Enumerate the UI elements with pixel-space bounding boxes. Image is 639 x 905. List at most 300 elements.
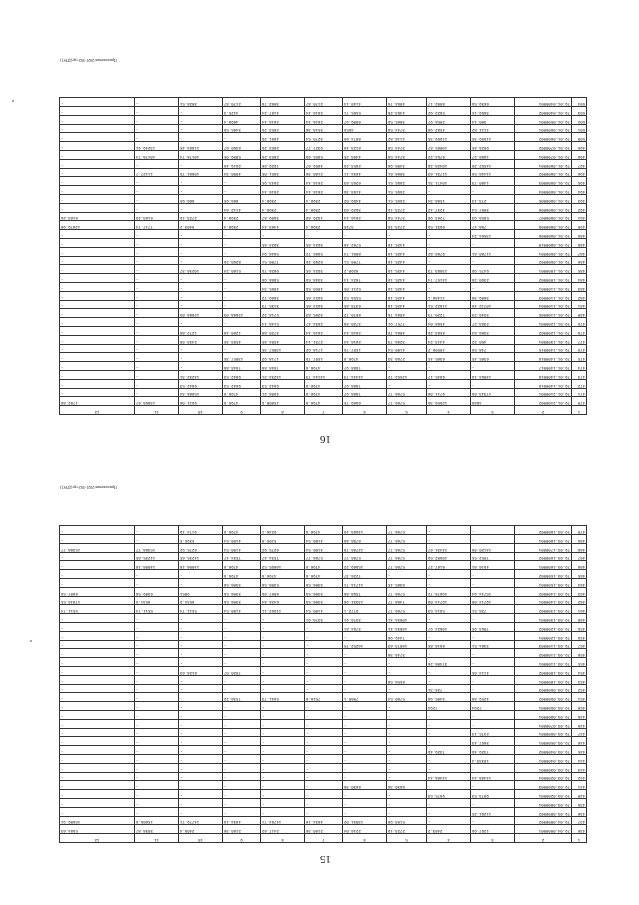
- value-cell: 15744.94: [471, 587, 515, 596]
- value-cell: 5718.22: [261, 309, 305, 318]
- value-cell: 9628.85: [471, 142, 515, 151]
- value-cell: –: [471, 239, 515, 248]
- value-cell: 6365.45: [387, 579, 427, 588]
- value-cell: 1929.66: [305, 212, 343, 221]
- value-cell: –: [179, 300, 223, 309]
- value-cell: –: [179, 177, 223, 186]
- value-cell: –: [60, 772, 135, 781]
- value-cell: 13883.73: [427, 265, 471, 274]
- value-cell: 8061.74: [343, 247, 387, 256]
- value-cell: 4084.78: [387, 327, 427, 336]
- value-cell: 7534.47: [261, 552, 305, 561]
- table-row: [60, 684, 587, 693]
- value-cell: –: [343, 799, 387, 808]
- value-cell: –: [471, 614, 515, 623]
- value-cell: 1297.99: [471, 825, 515, 834]
- row-number-cell: 503: [572, 107, 587, 116]
- code-cell: 79-03-0900001: [515, 702, 572, 711]
- value-cell: –: [223, 133, 261, 142]
- code-cell: 79-04-0000002: [515, 816, 572, 825]
- value-cell: 5814.53: [427, 605, 471, 614]
- value-cell: 1718.92: [305, 344, 343, 353]
- value-cell: 7757.91: [387, 318, 427, 327]
- value-cell: –: [60, 353, 135, 362]
- value-cell: 5306.58: [261, 579, 305, 588]
- value-cell: –: [135, 362, 179, 371]
- value-cell: 3376.91: [343, 614, 387, 623]
- value-cell: –: [135, 133, 179, 142]
- value-cell: 14094.19: [471, 371, 515, 380]
- value-cell: 3720.88: [343, 318, 387, 327]
- value-cell: 8070.72: [343, 309, 387, 318]
- value-cell: 4425.18: [387, 300, 427, 309]
- value-cell: 14008.16: [179, 561, 223, 570]
- row-number-cell: 447: [572, 728, 587, 737]
- value-cell: 4634.11: [343, 168, 387, 177]
- value-cell: 13031.02: [343, 816, 387, 825]
- column-number: 9: [223, 406, 261, 415]
- value-cell: 4163.39: [343, 186, 387, 195]
- value-cell: –: [60, 283, 135, 292]
- value-cell: –: [135, 327, 179, 336]
- value-cell: –: [60, 362, 135, 371]
- value-cell: 3306.58: [305, 596, 343, 605]
- table-row: [60, 825, 587, 834]
- value-cell: 7226.37: [343, 570, 387, 579]
- value-cell: 14235.65: [135, 552, 179, 561]
- code-cell: 79-03-0000002: [515, 807, 572, 816]
- value-cell: 8290.29: [305, 256, 343, 265]
- value-cell: 4463.44: [261, 221, 305, 230]
- table-row: [60, 151, 587, 160]
- value-cell: –: [387, 772, 427, 781]
- value-cell: 726.31: [427, 684, 471, 693]
- value-cell: –: [427, 379, 471, 388]
- row-number-cell: 463: [572, 587, 587, 596]
- table-row: [60, 107, 587, 116]
- value-cell: –: [60, 737, 135, 746]
- value-cell: –: [261, 772, 305, 781]
- code-cell: 79-01-0400002: [515, 107, 572, 116]
- table-header-row: [60, 406, 587, 415]
- row-number-cell: 477: [572, 335, 587, 344]
- value-cell: –: [135, 335, 179, 344]
- table-row: [60, 781, 587, 790]
- value-cell: –: [471, 711, 515, 720]
- value-cell: –: [427, 816, 471, 825]
- value-cell: –: [179, 807, 223, 816]
- value-cell: 7488.77: [387, 596, 427, 605]
- value-cell: –: [179, 719, 223, 728]
- value-cell: –: [427, 763, 471, 772]
- value-cell: 8830.36: [343, 781, 387, 790]
- value-cell: –: [135, 799, 179, 808]
- value-cell: –: [179, 318, 223, 327]
- value-cell: 1718.92: [261, 353, 305, 362]
- value-cell: 4908.21: [261, 388, 305, 397]
- value-cell: –: [471, 719, 515, 728]
- value-cell: 11261.25: [471, 807, 515, 816]
- code-cell: 79-03-1300001: [515, 614, 572, 623]
- value-cell: –: [135, 239, 179, 248]
- row-number-cell: 483: [572, 283, 587, 292]
- table-row: [60, 177, 587, 186]
- value-cell: 3720.88: [261, 327, 305, 336]
- value-cell: 3748.36: [387, 649, 427, 658]
- value-cell: –: [427, 579, 471, 588]
- value-cell: –: [135, 772, 179, 781]
- column-number: 11: [135, 834, 179, 843]
- value-cell: 300.14: [471, 115, 515, 124]
- value-cell: 2721.14: [305, 335, 343, 344]
- code-cell: 79-01-1100003: [515, 291, 572, 300]
- value-cell: –: [179, 658, 223, 667]
- table-row: [60, 247, 587, 256]
- value-cell: –: [343, 658, 387, 667]
- value-cell: –: [387, 379, 427, 388]
- code-cell: 79-03-0200003: [515, 781, 572, 790]
- column-number: 4: [427, 834, 471, 843]
- value-cell: –: [179, 693, 223, 702]
- data-table: [59, 525, 587, 843]
- value-cell: 3924.65: [305, 239, 343, 248]
- value-cell: 14779.71: [179, 816, 223, 825]
- value-cell: –: [261, 790, 305, 799]
- value-cell: 15609.91: [60, 816, 135, 825]
- value-cell: –: [135, 256, 179, 265]
- value-cell: –: [343, 649, 387, 658]
- table-row: [60, 552, 587, 561]
- value-cell: 7848.88: [223, 362, 261, 371]
- value-cell: 2398.4: [305, 221, 343, 230]
- value-cell: 9327.77: [305, 142, 343, 151]
- value-cell: –: [135, 344, 179, 353]
- row-number-cell: 476: [572, 344, 587, 353]
- value-cell: 10634.41: [387, 614, 427, 623]
- value-cell: 15688.34: [179, 388, 223, 397]
- value-cell: 37406.26: [427, 658, 471, 667]
- value-cell: 5786.77: [343, 552, 387, 561]
- value-cell: –: [179, 675, 223, 684]
- value-cell: –: [427, 230, 471, 239]
- table-row: [60, 579, 587, 588]
- value-cell: –: [305, 763, 343, 772]
- value-cell: 6275.92: [179, 543, 223, 552]
- value-cell: 3028.51: [179, 98, 223, 107]
- row-number-cell: 460: [572, 614, 587, 623]
- value-cell: 5786.77: [387, 587, 427, 596]
- value-cell: 1111.82: [471, 124, 515, 133]
- column-number: 4: [427, 406, 471, 415]
- value-cell: –: [471, 675, 515, 684]
- value-cell: 6365.45: [471, 353, 515, 362]
- value-cell: –: [387, 658, 427, 667]
- code-cell: 79-01-0800010: [515, 239, 572, 248]
- value-cell: 14232.31: [179, 371, 223, 380]
- value-cell: –: [135, 579, 179, 588]
- value-cell: 5105.8: [261, 535, 305, 544]
- value-cell: –: [135, 230, 179, 239]
- table-row: [60, 807, 587, 816]
- value-cell: 6009.97: [343, 115, 387, 124]
- value-cell: –: [60, 614, 135, 623]
- value-cell: 7263.99: [427, 212, 471, 221]
- value-cell: 3348.59: [305, 274, 343, 283]
- value-cell: 2723.19: [387, 203, 427, 212]
- row-number-cell: 442: [572, 772, 587, 781]
- row-number-cell: 451: [572, 693, 587, 702]
- value-cell: –: [135, 291, 179, 300]
- table-row: [60, 309, 587, 318]
- value-cell: 2653.29: [261, 142, 305, 151]
- value-cell: –: [343, 790, 387, 799]
- value-cell: –: [261, 702, 305, 711]
- value-cell: –: [305, 640, 343, 649]
- row-number-cell: 452: [572, 684, 587, 693]
- value-cell: 6275.92: [261, 543, 305, 552]
- value-cell: 11999.35: [427, 133, 471, 142]
- value-cell: –: [60, 291, 135, 300]
- value-cell: –: [343, 807, 387, 816]
- value-cell: –: [305, 702, 343, 711]
- value-cell: –: [261, 623, 305, 632]
- row-number-cell: 443: [572, 763, 587, 772]
- value-cell: 4796.8: [343, 353, 387, 362]
- value-cell: –: [135, 640, 179, 649]
- value-cell: 5780.54: [387, 693, 427, 702]
- value-cell: –: [427, 781, 471, 790]
- value-cell: 3744.58: [387, 212, 427, 221]
- value-cell: –: [471, 283, 515, 292]
- value-cell: 2616.44: [343, 327, 387, 336]
- code-cell: 79-01-1300001: [515, 335, 572, 344]
- value-cell: –: [135, 790, 179, 799]
- value-cell: 7020.07: [223, 667, 261, 676]
- value-cell: –: [305, 772, 343, 781]
- code-cell: 79-03-1700001: [515, 543, 572, 552]
- value-cell: –: [427, 649, 471, 658]
- value-cell: 7329.49: [427, 746, 471, 755]
- value-cell: –: [60, 667, 135, 676]
- value-cell: –: [427, 186, 471, 195]
- value-cell: 4698.4: [223, 115, 261, 124]
- row-number-cell: 480: [572, 309, 587, 318]
- value-cell: –: [343, 746, 387, 755]
- value-cell: 4084.78: [387, 309, 427, 318]
- value-cell: 3266.73: [387, 335, 427, 344]
- value-cell: 2995.51: [387, 186, 427, 195]
- table-row: [60, 133, 587, 142]
- column-number: 5: [387, 406, 427, 415]
- row-number-cell: 500: [572, 133, 587, 142]
- column-number: 8: [261, 406, 305, 415]
- column-number: 3: [471, 406, 515, 415]
- value-cell: 2398.4: [305, 195, 343, 204]
- value-cell: –: [135, 614, 179, 623]
- row-number-cell: 438: [572, 807, 587, 816]
- value-cell: –: [261, 755, 305, 764]
- value-cell: –: [179, 579, 223, 588]
- value-cell: –: [60, 318, 135, 327]
- value-cell: 5846.94: [261, 247, 305, 256]
- value-cell: 2616.44: [343, 335, 387, 344]
- row-number-cell: 484: [572, 274, 587, 283]
- value-cell: 12679.96: [60, 221, 135, 230]
- value-cell: –: [135, 693, 179, 702]
- column-number: 11: [135, 406, 179, 415]
- value-cell: 2463.2: [427, 825, 471, 834]
- value-cell: –: [305, 719, 343, 728]
- value-cell: 4118.82: [387, 133, 427, 142]
- value-cell: –: [60, 684, 135, 693]
- code-cell: 79-01-1400018: [515, 371, 572, 380]
- value-cell: –: [179, 133, 223, 142]
- value-cell: –: [471, 799, 515, 808]
- value-cell: –: [135, 371, 179, 380]
- value-cell: 3270.54: [305, 133, 343, 142]
- value-cell: –: [135, 353, 179, 362]
- value-cell: 5965.72: [305, 247, 343, 256]
- value-cell: 4000.34: [223, 168, 261, 177]
- value-cell: 5395.5: [179, 535, 223, 544]
- value-cell: –: [60, 526, 135, 535]
- value-cell: 1280.46: [223, 327, 261, 336]
- value-cell: –: [223, 631, 261, 640]
- value-cell: 10471.31: [427, 177, 471, 186]
- code-cell: 79-03-0900003: [515, 684, 572, 693]
- value-cell: 7516.6: [305, 693, 343, 702]
- row-number-cell: 470: [572, 397, 587, 406]
- row-number-cell: 469: [572, 535, 587, 544]
- value-cell: 7717.74: [135, 221, 179, 230]
- value-cell: 7449.96: [387, 631, 427, 640]
- value-cell: –: [179, 274, 223, 283]
- column-number: 2: [515, 406, 572, 415]
- row-number-cell: 498: [572, 151, 587, 160]
- value-cell: –: [305, 807, 343, 816]
- table-row: [60, 605, 587, 614]
- value-cell: 2834.47: [305, 318, 343, 327]
- value-cell: –: [223, 799, 261, 808]
- value-cell: –: [223, 318, 261, 327]
- row-number-cell: 486: [572, 256, 587, 265]
- value-cell: –: [387, 763, 427, 772]
- value-cell: 8390.67: [223, 142, 261, 151]
- value-cell: 2788.33: [387, 353, 427, 362]
- value-cell: 4503.35: [223, 335, 261, 344]
- value-cell: 12788.78: [343, 543, 387, 552]
- value-cell: –: [179, 283, 223, 292]
- value-cell: 11468.1: [427, 291, 471, 300]
- table-row: [60, 397, 587, 406]
- value-cell: 6378.85: [343, 300, 387, 309]
- value-cell: 3036.87: [135, 825, 179, 834]
- scan-speck: [30, 640, 32, 642]
- value-cell: –: [427, 362, 471, 371]
- value-cell: 4425.18: [387, 265, 427, 274]
- value-cell: 2170.87: [305, 98, 343, 107]
- code-cell: 79-03-1100003: [515, 640, 572, 649]
- value-cell: 8830.36: [387, 781, 427, 790]
- value-cell: 788.47: [471, 221, 515, 230]
- bottom-page: [60, 480, 587, 865]
- row-number-cell: 456: [572, 649, 587, 658]
- table-row: [60, 719, 587, 728]
- value-cell: –: [60, 107, 135, 116]
- value-cell: 2723.19: [387, 825, 427, 834]
- value-cell: –: [305, 755, 343, 764]
- value-cell: 6365.45: [427, 353, 471, 362]
- value-cell: 3744.58: [387, 142, 427, 151]
- value-cell: –: [179, 344, 223, 353]
- code-cell: 79-01-1100004: [515, 300, 572, 309]
- value-cell: –: [135, 300, 179, 309]
- value-cell: 9711.06: [427, 388, 471, 397]
- value-cell: –: [60, 124, 135, 133]
- value-cell: 11822.51: [427, 300, 471, 309]
- row-number-cell: 455: [572, 658, 587, 667]
- value-cell: 10624.97: [427, 623, 471, 632]
- value-cell: –: [427, 719, 471, 728]
- row-number-cell: 453: [572, 675, 587, 684]
- value-cell: –: [343, 230, 387, 239]
- table-row: [60, 388, 587, 397]
- code-cell: 79-01-1200002: [515, 327, 572, 336]
- value-cell: –: [223, 746, 261, 755]
- value-cell: –: [135, 807, 179, 816]
- value-cell: 5658.93: [471, 212, 515, 221]
- value-cell: –: [343, 737, 387, 746]
- value-cell: –: [60, 693, 135, 702]
- value-cell: –: [387, 799, 427, 808]
- value-cell: –: [305, 746, 343, 755]
- code-cell: 79-03-1100001: [515, 658, 572, 667]
- code-cell: 79-03-0200004: [515, 772, 572, 781]
- value-cell: –: [223, 623, 261, 632]
- value-cell: 2433.08: [179, 335, 223, 344]
- value-cell: 2723.19: [179, 212, 223, 221]
- value-cell: –: [387, 230, 427, 239]
- table-row: [60, 675, 587, 684]
- value-cell: –: [135, 711, 179, 720]
- scan-speck: [12, 100, 14, 102]
- value-cell: –: [471, 579, 515, 588]
- value-cell: 4796.8: [305, 397, 343, 406]
- value-cell: 6969.75: [343, 397, 387, 406]
- value-cell: 3405.98: [427, 693, 471, 702]
- row-number-cell: 487: [572, 247, 587, 256]
- value-cell: –: [427, 675, 471, 684]
- row-number-cell: 491: [572, 212, 587, 221]
- value-cell: –: [60, 379, 135, 388]
- value-cell: 5786.77: [387, 552, 427, 561]
- value-cell: 7848.88: [261, 362, 305, 371]
- value-cell: –: [387, 362, 427, 371]
- code-cell: 79-01-0800007: [515, 212, 572, 221]
- value-cell: –: [179, 711, 223, 720]
- value-cell: –: [223, 649, 261, 658]
- code-cell: 79-01-1400015: [515, 344, 572, 353]
- value-cell: –: [261, 675, 305, 684]
- value-cell: –: [179, 353, 223, 362]
- value-cell: 3924.65: [305, 291, 343, 300]
- value-cell: –: [343, 667, 387, 676]
- value-cell: 4425.18: [387, 274, 427, 283]
- value-cell: 4140.14: [343, 98, 387, 107]
- value-cell: 11992.11: [261, 605, 305, 614]
- code-cell: 79-01-1400017: [515, 362, 572, 371]
- value-cell: –: [305, 230, 343, 239]
